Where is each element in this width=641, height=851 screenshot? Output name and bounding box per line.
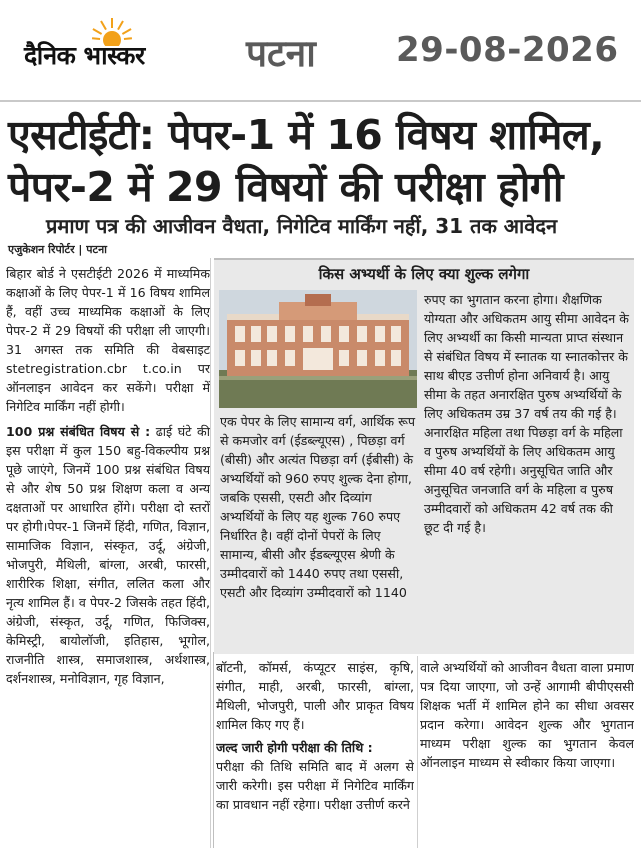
article-column-2 bbox=[216, 658, 414, 848]
headline-line-2: पेपर-2 में 29 विषयों की परीक्षा होगी bbox=[8, 163, 564, 211]
edition-city: पटना bbox=[246, 32, 316, 75]
masthead-divider bbox=[0, 100, 641, 102]
byline: एजुकेशन रिपोर्टर | पटना bbox=[8, 243, 108, 256]
headline-line-1: एसटीईटी: पेपर-1 में 16 विषय शामिल, bbox=[8, 111, 605, 159]
article-column-1 bbox=[6, 264, 210, 849]
article-paragraph: ढाई घंटे की इस परीक्षा में कुल 150 बहु-विकल्पीय प्रश्न पूछे जाएंगे, जिनमें 100 प्रश्न संबंधित विषय से और शेष 50 प्रश्न शिक्षण कला व अन्य दक्षताओं पर आधारित होंगे। परीक्षा दो स्तरों पर होगी।पेपर-1 जिनमें हिंदी, गणित, विज्ञान, सामाजिक विज्ञान, संस्कृत, उर्दू, अंग्रेजी, भोजपुरी, मैथिली, बांग्ला, अरबी, फारसी, शारीरिक शिक्षा, संगीत, ललित कला और नृत्य शामिल हैं। व पेपर-2 जिसके तहत हिंदी, अंग्रेजी, संस्कृत, उर्दू, गणित, फिजिक्स, केमिस्ट्री, बायोलॉजी, इतिहास, भूगोल, राजनीति शास्त्र, समाजशास्त्र, अर्थशास्त्र, दर्शनशास्त्र, मनोविज्ञान, गृह विज्ञान, bbox=[6, 424, 210, 686]
box-column-b: रुपए का भुगतान करना होगा। शैक्षणिक योग्यता और अधिकतम आयु सीमा आवेदन के लिए अभ्यर्थी का किसी मान्यता प्राप्त संस्थान से संबंधित विषय में स्नातक या स्नातकोत्तर के साथ बीएड उत्तीर्ण होना अनिवार्य है। आयु सीमा के तहत अनारक्षित पुरुष अभ्यर्थियों के लिए अधिकतम उम्र 37 वर्ष तय की गई है। अनारक्षित महिला तथा पिछड़ा वर्ग के महिला व पुरुष अभ्यर्थियों के लिए अधिकतम आयु सीमा 40 वर्ष रहेगी। अनुसूचित जाति और अनुसूचित जनजाति वर्ग के महिला व पुरुष उम्मीदवारों को अधिकतम 42 वर्ष तक की छूट दी गई है। bbox=[424, 292, 629, 535]
article-paragraph: बॉटनी, कॉमर्स, कंप्यूटर साइंस, कृषि, संगीत, माही, अरबी, फारसी, बांग्ला, मैथिली, भोजपुरी, पाली और प्राकृत विषय शामिल किए गए हैं। bbox=[216, 660, 414, 732]
column-divider bbox=[213, 652, 214, 848]
section-subheading: 100 प्रश्न संबंधित विषय से : bbox=[6, 424, 151, 439]
fee-info-box bbox=[214, 258, 634, 654]
box-column-a: एक पेपर के लिए सामान्य वर्ग, आर्थिक रूप से कमजोर वर्ग (ईडब्ल्यूएस) , पिछड़ा वर्ग (बीसी) और अत्यंत पिछड़ा वर्ग (ईबीसी) के अभ्यर्थियों को 960 रुपए शुल्क देना होगा, जबकि एससी, एसटी और दिव्यांग अभ्यर्थियों के लिए यह शुल्क 760 रुपए निर्धारित है। वहीं दोनों पेपरों के लिए सामान्य, बीसी और ईडब्ल्यूएस श्रेणी के उम्मीदवारों को 1440 रुपए तथा एससी, एसटी और दिव्यांग उम्मीदवारों को 1140 bbox=[220, 414, 416, 600]
article-paragraph: बिहार बोर्ड ने एसटीईटी 2026 में माध्यमिक कक्षाओं के लिए पेपर-1 में 16 विषय शामिल हैं, वहीं उच्च माध्यमिक कक्षाओं के लिए पेपर-2 में 29 विषयों की परीक्षा ली जाएगी। 31 अगस्त तक समिति की वेबसाइट stetregistration.cbr t.co.in पर ऑनलाइन आवेदन कर सकेंगे। परीक्षा में निगेटिव मार्किंग नहीं होगी। bbox=[6, 266, 210, 414]
article-column-3: वाले अभ्यर्थियों को आजीवन वैधता वाला प्रमाण पत्र दिया जाएगा, जो उन्हें आगामी बीपीएससी शिक्षक भर्ती में शामिल होने का सीधा अवसर प्रदान करेगा। आवेदन शुल्क और भुगतान माध्यम परीक्षा शुल्क का भुगतान केवल ऑनलाइन माध्यम से स्वीकार किया जाएगा। bbox=[420, 660, 634, 770]
logo-text: दैनिक भास्कर bbox=[24, 41, 145, 70]
box-title: किस अभ्यर्थी के लिए क्या शुल्क लगेगा bbox=[318, 265, 530, 283]
subheadline: प्रमाण पत्र की आजीवन वैधता, निगेटिव मार्किंग नहीं, 31 तक आवेदन bbox=[46, 214, 558, 238]
masthead bbox=[0, 0, 641, 100]
section-subheading: जल्द जारी होगी परीक्षा की तिथि : bbox=[216, 740, 373, 755]
edition-date: 29-08-2026 bbox=[396, 30, 619, 70]
column-divider bbox=[210, 258, 211, 848]
article-paragraph: परीक्षा की तिथि समिति बाद में अलग से जारी करेगी। इस परीक्षा में निगेटिव मार्किंग का प्रावधान नहीं रहेगा। परीक्षा उत्तीर्ण करने bbox=[216, 759, 414, 812]
building-photo bbox=[219, 290, 417, 408]
column-divider bbox=[417, 656, 418, 848]
